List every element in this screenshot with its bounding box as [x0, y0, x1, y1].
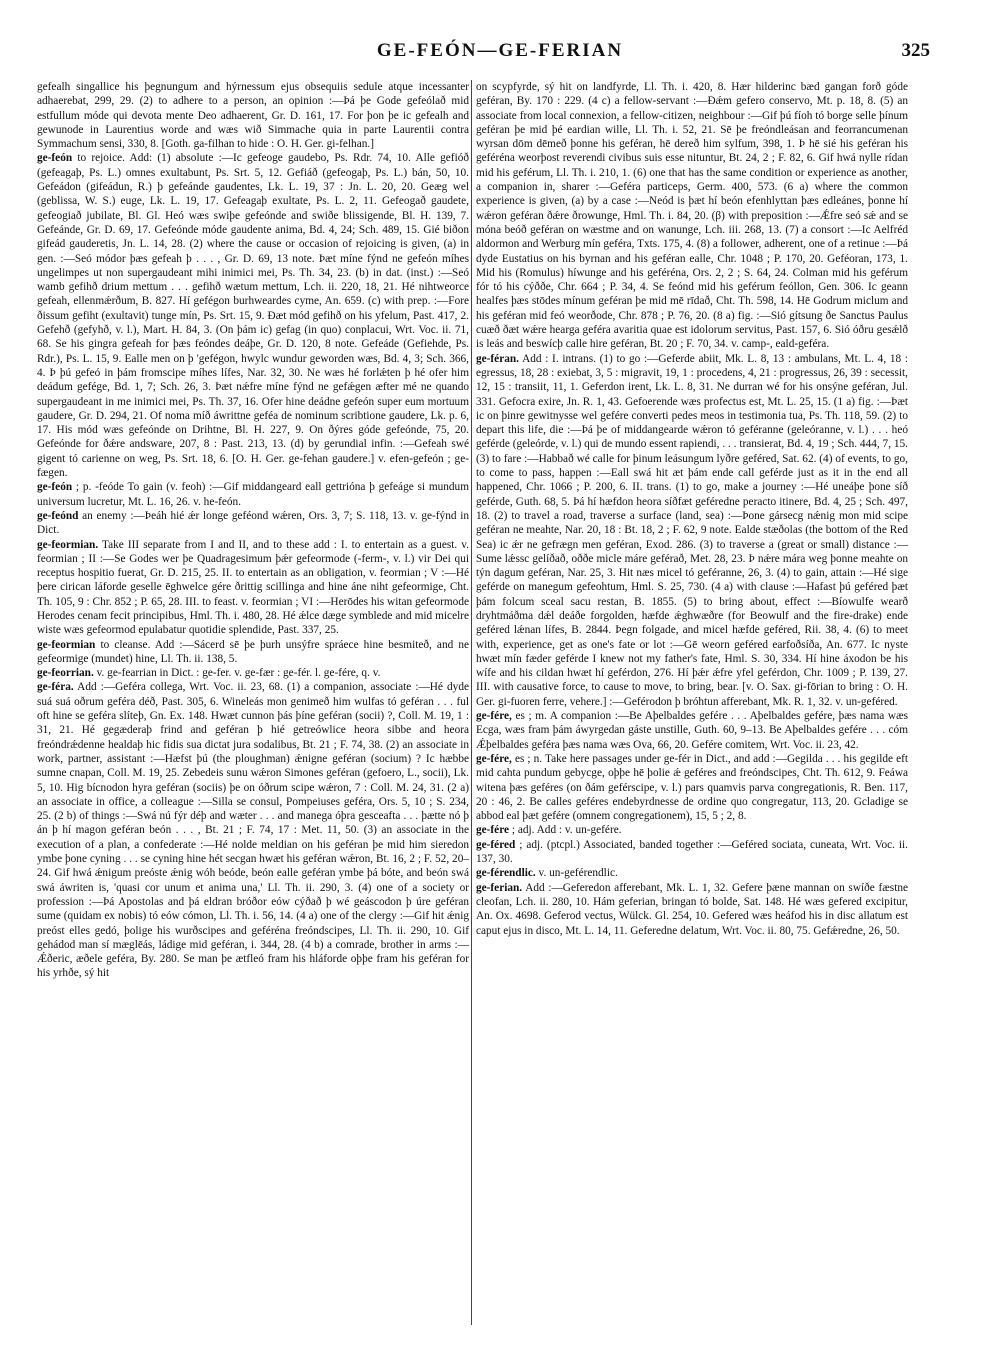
entry-headword: ge-feormian	[37, 638, 96, 651]
running-head	[0, 40, 1000, 70]
entry-text: Add :—Geféra collega, Wrt. Voc. ii. 23, 68. (1) a companion, associate :—Hé dyde suá suá oðrum geférа déð, Past. 305, 6. Wineleás mon genimeð him wulfas tó geféran . . . ful oft hine se geféra slíteþ, Gn. Ex. 148. Hwæt cunnon þás þíne geféran (socii) ?, Coll. M. 19, 1 : 31, 21. Hé gegæderaþ frind and geféran þ hié getreówlice heora sibbe and heora freóndrǽdenne healdaþ hic fidis sua dictat jura sodalibus, Bt. 21 ; F. 74, 38. (2) an associate in work, partner, assistant :—Hæfst þú (the ploughman) ǽnigne geféran (socium) ? Ic hæbbe sumne cnapan, Coll. M. 19, 25. Zebedeis sunu wǽron Simones geféran (gefoero, L., socii), Lk. 5, 10. Hig bícnodon hyra geféran (sociis) þe on óðrum scipe wǽron, 7 : Coll. M. 24, 31. (2 a) an associate in office, a colleague :—Silla se consul, Pompeiuses geféra, Ors. 5, 10 ; S. 234, 25. (2 b) of things :—Swá nú fýr déþ and wæter . . . and manega óþra gesceafta . . . þætte nó þ án þ hí magon geféran beón . . . , Bt. 21 ; F. 74, 17 : Met. 11, 50. (3) an associate in the execution of a plan, a confederate :—Hé nolde meldian on his geféran þe mid him sieredon ymbe þone cyning . . . se cyning hine hét secgan hwæt his geféran wǽron, Bt. 16, 2 ; F. 52, 20–24. Gif hwá ǽnigum preóste ǽnig wóh beóde, beón ealle geféran ymbe þá bóte, and beón swá swá áwriten is, 'quasi cor unum et anima una,' Ll. Th. ii. 290, 3. (4) one of a society or profession :—Þá Apostolas and þá eldran bróðor eów cýðað þ wé geáscodon þ úre geféran sume (quidam ex nobis) tó eów cómon, Ll. Th. i. 56, 14. (4 a) one of the clergy :—Gif hit ǽnig preóst elles gedó, þolige his wurðscipes and geféréna freóndscipes, Ll. Th. ii. 290, 10. Gif gehádod man sí mæglēás, ládige mid geféran, i. 344, 28. (4 b) a comrade, brother in arms :—Ǽðeric, æðele geféra, By. 280. Se man þe ætfleó fram his hláforde oþþe fram his geféran for his yrhðe, sý hit	[37, 681, 469, 980]
entry-text: ; p. -feóde To gain (v. feoh) :—Gif middangeard eall gettrióna þ gefeáge si mundum universum lucretur, Mt. L. 16, 26. v. he-feón.	[37, 481, 469, 508]
entry-headword: ge-féred	[476, 838, 516, 851]
entry-text: gefealh singallice his þegnungum and hýrnessum ejus obsequiis sedule atque incessanter adhaerebat, 299, 29. (2) to adhere to a person, an opinion :—Þá þe Gode gefeólað mid estfullum móde qui devota mente Deo adhaerent, Gr. D. 161, 17. For þon þe ic gefealh and gewunode in Laurentius worde and wæs wið Simmache quia in parte Laurentii contra Symmachum sensi, 330, 8. [Goth. ga-filhan to hide : O. H. Ger. gi-felhan.]	[37, 81, 469, 151]
entry-text: Add : I. intrans. (1) to go :—Geferde abiit, Mk. L. 8, 13 : ambulans, Mt. L. 4, 18 : egressus, 18, 28 : exiebat, 3, 5 : migravit, 19, 1 : procedens, 4, 21 : progressus, 26, 39 : secessit, 12, 15 : transiit, 11, 1. Geferdon irent, Lk. L. 8, 31. Ne durran wé for his onsýne geféran, Jul. 331. Gefocra exire, Jn. R. 1, 43. Gefoerende wæs profectus est, Mt. L. 25, 15. (1 a) fig. :—Þæt ic on þinre gewitnysse wel gefére converti pedes meos in testimonia tua, Ps. Th. 118, 59. (2) to depart this life, die :—Þá þe of middangearde wǽron tó geféranne (geleóranne, v. l.) . . . heó geférde (geleórde, v. l.) qui de mundo essent rapiendi, . . . transierat, Bd. 4, 19 ; Sch. 444, 7, 15. (3) to fare :—Habbað wé calle for þinum leásungum lyðre geférеd, Sat. 62. (4) of events, to go, to come to pass, happen :—Eall swá hit æt þám ende call geférde just as it in the end all happened, Chr. 1066 ; P. 200, 6. II. trans. (1) to go, make a journey :—Hé uneáþe þone síð geférde, Guth. 68, 5. Þá hí hæfdon heora síðfæt geféredne peracto itinere, Bd. 4, 25 ; Sch. 497, 18. (2) to travel a road, traverse a surface (land, sea) :—Þone gársecg nǽnig mon mid scipe geféran ne meahte, Nar. 20, 18 : Bt. 18, 2 ; F. 62, 9 note. Ealde stæðolas (the bottom of the Red Sea) ic ǽr ne gefrægn men geféran, Exod. 286. (3) to traverse a (great or small) distance :—Sume lǽssc gelíðað, oððe micle máre geférаð, Met. 28, 23. Þ nǽre mára weg þonne meahte on týn dagum geféran, Nar. 25, 3. Hit næs micel tó geféranne, 26, 3. (4) to gain, attain :—Hé sige geférde on manegum gefeohtum, Hml. S. 25, 730. (4 a) with clause :—Hafast þú geféred þæt þám folcum sceal sacu restan, B. 1855. (5) to bring about, effect :—Bíowulfe wearð dryhtmáðma dǽl deáðe forgolden, hæfde ǽghwæðre (for Beowulf and the fire-drake) ende geféred lǽnan lífes, B. 2844. Þegn folgade, and micel hæfde geféred, Rii. 38, 4. (6) to meet with, experience, get as one's fate or lot :—Gē weorn geféred earfoðsíða, An. 677. Ic nyste hwæt mín fæder geférde I knew not my father's fate, Hml. S. 30, 334. Hí hine áxodon be his wífe and his cildan hwæt hí geférdon, 276. Hí þǽr ǽfre yfel geférdon, Chr. 1009 ; P. 139, 27. III. with causative force, to cause to move, to bring, bear. [v. O. Sax. gi-fōrian to bring : O. H. Ger. gi-fuoren ferre, vehere.] :—Geférodon þ bróhtun afferebant, Mk. R. 1, 32. v. un-geféred.	[476, 352, 908, 708]
entry-text: ; adj. Add : v. un-gefére.	[511, 824, 622, 837]
entry-headword: ge-feón	[37, 152, 73, 165]
left-column	[37, 80, 469, 1325]
dictionary-entry	[476, 866, 908, 880]
dictionary-entry	[37, 151, 469, 480]
entry-text: ; adj. (ptcpl.) Associated, banded together :—Geféred sociata, cuneata, Wrt. Voc. ii. 137, 30.	[476, 838, 908, 866]
dictionary-entry	[37, 80, 469, 151]
entry-text: es ; n. Take here passages under ge-fér in Dict., and add :—Gegilda . . . his gegilde eft mid cahta pundum gebycge, oþþe hē þolie ǽ geféres and freóndscipes, Cht. Th. 612, 9. Feáwa witena þæs geféres (on ðám geférscipe, v. l.) pars quamvis parva congregationis, R. Ben. 117, 20 : 46, 2. Be calles geféres endebyrdnesse de ordine quo congregatur, 113, 20. Gcladige se abbod eal þæt gefére (omnem congregationem), 15, 5 ; 2, 8.	[476, 752, 908, 823]
dictionary-entry	[476, 352, 908, 709]
entry-headword: ge-feormian.	[37, 538, 99, 551]
entry-text: es ; m. A companion :—Be Aþelbaldes gefére . . . Aþelbaldes gefére, þæs nama wæs Ecga, wæs fram þám áwyrgedan gáste unstille, Guth. 60, 9–13. Be Aþelbaldes gefére . . . cóm Ǽþelbaldes geféra þæs nama wæs Ova, 66, 20. Gefére comitem, Wrt. Voc. ii. 23, 42.	[476, 710, 908, 751]
entry-headword: ge-fére	[476, 824, 510, 837]
right-column	[476, 80, 908, 1325]
entry-headword: ge-féran.	[476, 352, 519, 365]
entry-text: v. un-geférendlic.	[538, 867, 618, 880]
dictionary-entry	[37, 538, 469, 638]
dictionary-entry	[37, 680, 469, 980]
entry-headword: ge-ferian.	[476, 881, 523, 894]
entry-headword: ge-fére,	[476, 752, 512, 765]
entry-headword: ge-feónd	[37, 509, 79, 522]
dictionary-entry	[476, 709, 908, 752]
entry-text: Add :—Geferedon afferebant, Mk. L. 1, 32. Gefere þæne mannan on swíðe fæstne cleofan, Lch. ii. 280, 10. Hám geferian, bringan tó bolde, Sat. 148. Hé wæs gefered excipitur, An. Ox. 4698. Geferod vectus, Wülck. Gl. 254, 10. Gefered wæs heáfod his in disc allatum est caput ejus in disco, Mt. L. 14, 11. Geferedne delatum, Wrt. Voc. ii. 80, 75. Gefǽredne, 26, 50.	[476, 881, 908, 937]
dictionary-entry	[476, 881, 908, 938]
entry-headword: ge-feorrian.	[37, 667, 94, 680]
entry-text: to cleanse. Add :—Sácerd sē þe þurh unsýfre spráece hine besmiteð, and ne gefeormige (mundet) hine, Ll. Th. ii. 138, 5.	[37, 638, 469, 665]
dictionary-entry	[476, 752, 908, 823]
entry-headword: ge-fére,	[476, 710, 512, 723]
entry-text: Take III separate from I and II, and to these add : I. to entertain as a guest. v. feormian ; II :—Se Godes wer þe Quadragesimum þǽr gefeormode (-ferm-, v. l.) vir Dei qui receptus hospitio fuerat, Gr. D. 215, 25. II. to entertain as an obligation, v. feormian ; V :—Hé þere cirican láforde geselle ēghwelce gére ðrittig scillinga and hine áne niht gefeormige, Cht. Th. 105, 9 : Chr. 852 ; P. 65, 28. III. to feast. v. feormian ; VI :—Herōdes his witan gefeormode Herodes cenam fecit principibus, Hml. Th. i. 480, 28. Hé ǽlce dæge symblede and mid micelre wiste wæs gefeormod epulabatur quotidie splendide, Past. 337, 25.	[37, 538, 469, 637]
dictionary-entry	[37, 480, 469, 509]
dictionary-entry	[476, 80, 908, 352]
running-title: GE-FEÓN—GE-FERIAN	[376, 40, 624, 61]
dictionary-entry	[476, 838, 908, 867]
page-number: 325	[901, 40, 930, 61]
entry-text: to rejoice. Add: (1) absolute :—Ic gefeoge gaudebo, Ps. Rdr. 74, 10. Alle gefióð (gefeagaþ, Ps. L.) omnes exultabunt, Ps. Srt. 5, 12. Gefiáð (gefeogaþ, Ps. L.) bán, 50, 10. Gefeádon (gifeádun, R.) þ gefeánde gaudentes, Lk. L. 19, 37 : Jn. L. 20, 20. Geæg wel (geblissa, W. S.) euge, Lk. L. 19, 17. Gefeagaþ exultate, Ps. L. 2, 11. Gefeogað gaudete, gefeogiað jubilate, Bl. Gl. Heó wæs swiþe gefeónde and swiðe blissigende, Bl. H. 139, 7. Gefeánde, Gr. D. 69, 17. Gefeónde móde gaudente anima, Bd. 4, 24; Sch. 489, 15. Gié biðon gifeád gauderetis, Jn. L. 14, 28. (2) where the cause or occasion of rejoicing is given, (a) in gen. :—Seó módor þæs gefeah þ . . . , Gr. D. 69, 13 note. Þæt míne fýnd ne gefeón míhes ungelimpes ut non supergaudeant mihi inimici mei, Ps. Th. 34, 23. (b) in dat. (inst.) :—Seó wamb gefihð drium mettum . . . gefihð wætum mettum, Lch. ii. 220, 18, 21. Hé nihtweorce gefeah, ellenmǽrðum, B. 827. Hí gefégon burhweardes cyme, An. 659. (c) with prep. :—Fore ðissum gefiht (exultavit) tunge mín, Ps. Srt. 15, 9. Ðæt mód gefihð on his yfelum, Past. 417, 2. Gefehð (gefyhð, v. l.), Mart. H. 84, 3. (On þám ic) gefag (in quo) conplacui, Wrt. Voc. ii. 71, 68. Se his gingra gefeah for þæs feóndes deáþe, Gr. D. 120, 8 note. Gefeáde (Gefiehde, Ps. Rdr.), Ps. L. 15, 9. Ealle men on þ 'gefégon, hwylc wundur geworden wæs, Bd. 4, 3; Sch. 366, 4. Þ þú gefeó in þám fromscipe míhes lífes, Nar. 32, 30. Ne wæs hé forlǽten þ hé ofer him deádum gefége, Bd. 1, 7; Sch. 26, 3. Þæt nǽfre míne fýnd ne gefǽgen æfter mé ne quando supergaudeant in me inimici mei, Ps. Th. 37, 16. Ofer hine deádne gefeón super eum mortuum gaudere, Gr. D. 294, 21. Of noma míð áwrittne geféa de nominum scribtione gaudere, Lk. p. 6, 17. His mód wæs gefeónde on Drihtne, Bl. H. 227, 9. On ðýres góde gefeónde, 75, 20. Gefeónde for ðǽre andsware, 207, 8 : Past. 213, 13. (d) by gerundial infin. :—Gefeah swé gigent tó carienne on weg, Ps. Srt. 18, 6. [O. H. Ger. ge-fehan gaudere.] v. efen-gefeón ; ge-fægen.	[37, 152, 469, 480]
dictionary-entry	[37, 666, 469, 680]
entry-text: on scypfyrde, sý hit on landfyrde, Ll. Th. i. 420, 8. Hær hilderinc bæd gangan forð góde geféran, By. 170 : 229. (4 c) a fellow-servant :—Ðǽm gefero conservo, Mt. p. 18, 8. (5) an associate from local connexion, a fellow-citizen, neighbour :—Gif þú fíoh tó borge selle þínum geféran þe mid þé eardian wille, Ll. Th. i. 52, 21. Sē þe freóndleásan and feorrancumenan wyrsan dōm dēmeð þonne his geféran, hē dereð him sylfum, 398, 1. Þ hē sié his geféran his geféréna weorþost reverendi civibus suis esse nituntur, Bt. 24, 2 ; F. 82, 6. Gif hwá nylle rídan mid his geférum, Ll. Th. i. 210, 1. (6) one that has the same condition or experience as another, a companion in, sharer :—Geféra particeps, Germ. 400, 573. (6 a) where the common experience is given, (a) by a case :—Neód is þæt hí beón efenhlyttan þæs edleánes, þonne hí wǽron geféran ðǽre ðrowunge, Hml. Th. i. 84, 20. (β) with preposition :—Ǽfre seó sǽ and se móna beóð geféran on wæstme and on wanunge, Lch. iii. 268, 13. (7) a consort :—Ic Aelfréd aldormon and Werburg mín geféra, Txts. 175, 4. (8) a follower, adherent, one of a retinue :—Þá dyde Eustatius on his byrnan and his geféran ealle, Chr. 1048 ; P. 170, 20. Geféoran, 173, 1. Mid his (Romulus) híwunge and his geféréna, Ors. 2, 2 ; S. 64, 24. Colman mid his geférum fór tó his cýððe, Chr. 664 ; P. 34, 4. Se feónd mid his geférum feóllon, Gen. 306. Ic geann healfes þæs stōdes mínum geféran þe mid mē rīdað, Cht. Th. 598, 14. Hē Godrum miclum and his geféran mid feó weorðode, Chr. 878 ; P. 76, 20. (8 a) fig. :—Sió gítsung ðe Sanctus Paulus cuæð ðæt wǽre hearga geféra avaritia quae est idolorum servitus, Past. 157, 6. Sió óðru gesǽlð is leás and beswícþ calle hire geféran, Bt. 20 ; F. 70, 34. v. camp-, eald-geféra.	[476, 81, 908, 351]
entry-text: an enemy :—Þeáh hié ǽr longe geféond wǽren, Ors. 3, 7; S. 118, 13. v. ge-fýnd in Dict.	[37, 509, 469, 537]
entry-text: v. ge-fearrian in Dict. : ge-fer. v. ge-fær : ge-fér. l. ge-fére, q. v.	[96, 667, 381, 680]
entry-headword: ge-féra.	[37, 681, 74, 694]
dictionary-entry	[37, 638, 469, 667]
column-divider	[471, 80, 472, 1325]
dictionary-entry	[476, 823, 908, 837]
entry-headword: ge-feón	[37, 481, 73, 494]
entry-headword: ge-férendlic.	[476, 867, 536, 880]
dictionary-entry	[37, 509, 469, 538]
